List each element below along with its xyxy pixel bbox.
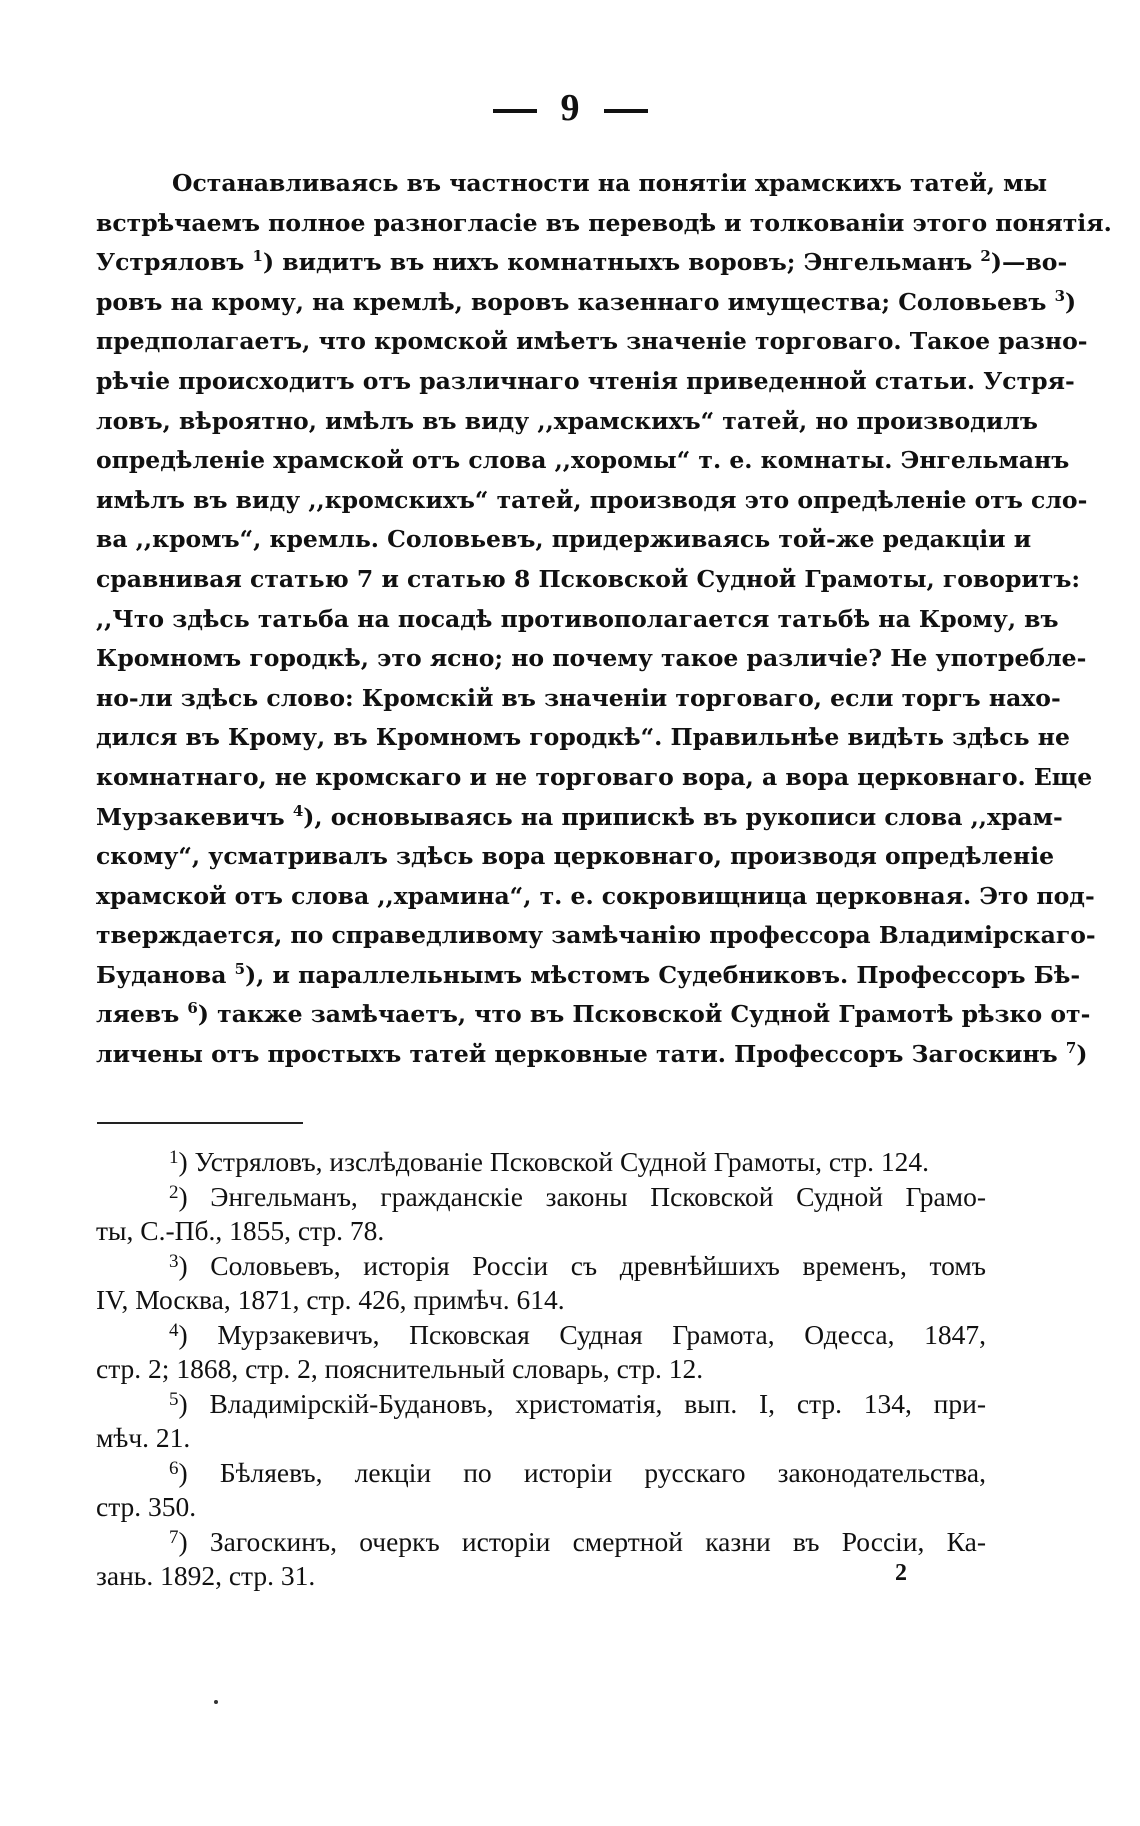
footnote-text: Загоскинъ, очеркъ исторіи смертной казни въ Россіи, Ка- xyxy=(209,1525,986,1557)
text-line xyxy=(96,560,1081,600)
footnote-mark: 5 xyxy=(169,1388,179,1410)
footnote-entry xyxy=(96,1145,986,1180)
text-line xyxy=(96,243,1068,283)
line-text: ), основываясь на припискѣ въ рукописи слова ,,храм- xyxy=(303,802,1063,831)
line-text: Останавливаясь въ частности на понятіи храмскихъ татей, мы xyxy=(172,169,1048,197)
footnote-line xyxy=(96,1387,986,1422)
footnote-line xyxy=(96,1559,986,1594)
page-header xyxy=(0,86,1140,130)
footnote-line xyxy=(96,1421,986,1456)
main-text xyxy=(96,164,1112,1075)
footnote-ref: 1 xyxy=(252,247,263,266)
footnote-line xyxy=(96,1456,986,1491)
footnote-text: стр. 2; 1868, стр. 2, пояснительный словарь, стр. 12. xyxy=(96,1353,704,1384)
line-text: но-ли здѣсь слово: Кромскій въ значеніи торговаго, если торгъ нахо- xyxy=(96,683,1061,712)
line-text: храмской отъ слова ,,хрaмина“, т. е. сокровищница церковная. Это под- xyxy=(96,881,1095,910)
footnote-paren: ) xyxy=(178,1249,211,1281)
footnote-paren: ) xyxy=(178,1146,195,1177)
footnote-entry xyxy=(96,1387,986,1456)
footnote-ref: 4 xyxy=(292,801,304,820)
footnote-line xyxy=(96,1180,986,1215)
line-text: личены отъ простыхъ татей церковные тати. Профессоръ Загоскинъ xyxy=(96,1040,1066,1069)
footnote-line xyxy=(96,1525,986,1560)
footnote-paren: ) xyxy=(178,1318,218,1350)
text-line xyxy=(96,798,1063,838)
text-line xyxy=(96,322,1088,362)
line-text: ляевъ xyxy=(96,1000,188,1029)
footnote-paren: ) xyxy=(178,1525,210,1557)
text-line xyxy=(96,362,1075,402)
text-line xyxy=(96,402,1038,442)
footnote-mark: 4 xyxy=(169,1319,179,1341)
line-text: ,,Что здѣсь татьба на посадѣ противополагается татьбѣ на Крому, въ xyxy=(96,604,1059,633)
footnote-line xyxy=(96,1352,986,1387)
header-dash-right xyxy=(604,109,648,113)
footnote-line xyxy=(96,1145,986,1180)
footnote-text: Мурзакевичъ, Псковская Судная Грамота, Одесса, 1847, xyxy=(217,1318,986,1350)
footnote-text: стр. 350. xyxy=(96,1491,197,1522)
line-text: ) видитъ въ нихъ комнатныхъ воровъ; Энгельманъ xyxy=(262,248,981,277)
text-line xyxy=(96,283,1077,323)
line-text: Устряловъ xyxy=(96,248,253,277)
signature-mark: 2 xyxy=(895,1560,907,1586)
text-line xyxy=(96,204,1112,244)
text-line xyxy=(96,679,1061,719)
text-line xyxy=(96,877,1095,917)
footnote-ref: 5 xyxy=(234,959,246,978)
line-text: ) xyxy=(1076,1040,1088,1069)
footnote-line xyxy=(96,1283,986,1318)
line-text: )—во- xyxy=(990,248,1068,277)
text-line xyxy=(96,600,1059,640)
footnote-text: Устряловъ, изслѣдованіе Псковской Судной Грамоты, стр. 124. xyxy=(194,1146,930,1177)
footnote-line xyxy=(96,1214,986,1249)
text-line xyxy=(96,441,1070,481)
text-line xyxy=(96,520,1032,560)
footnote-paren: ) xyxy=(178,1456,220,1488)
line-text: рѣчіе происходитъ отъ различнаго чтенія приведенной статьи. Устря- xyxy=(96,366,1075,395)
footnote-ref: 3 xyxy=(1054,286,1066,305)
footnotes xyxy=(96,1145,986,1594)
line-text: предполагаетъ, что кромской имѣетъ значеніе торговаго. Такое разно- xyxy=(96,327,1088,356)
line-text: ва ,,кромъ“, кремль. Соловьевъ, придерживаясь той-же редакціи и xyxy=(96,525,1032,554)
text-line xyxy=(96,164,1048,204)
text-line xyxy=(96,1035,1088,1075)
footnote-text: IV, Москва, 1871, стр. 426, примѣч. 614. xyxy=(96,1284,565,1315)
line-text: тверждается, по справедливому замѣчанію профессора Владимірскаго- xyxy=(96,921,1096,950)
footnote-text: ты, С.-Пб., 1855, стр. 78. xyxy=(96,1215,385,1246)
footnote-paren: ) xyxy=(178,1180,211,1212)
footnote-entry xyxy=(96,1456,986,1525)
footnote-text: мѣч. 21. xyxy=(96,1422,191,1453)
footnote-entry xyxy=(96,1318,986,1387)
line-text: Буданова xyxy=(96,960,235,989)
footnote-text: зань. 1892, стр. 31. xyxy=(96,1560,316,1591)
footnote-text: Бѣляевъ, лекціи по исторіи русскаго законодательства, xyxy=(219,1456,986,1488)
footnote-line xyxy=(96,1318,986,1353)
footnote-mark: 6 xyxy=(169,1457,179,1479)
line-text: сравнивая статью 7 и статью 8 Псковской Судной Грамоты, говоритъ: xyxy=(96,564,1081,593)
footnote-mark: 1 xyxy=(169,1147,179,1168)
page-number: 9 xyxy=(560,87,580,129)
text-line xyxy=(96,995,1091,1035)
line-text: Мурзакевичъ xyxy=(96,802,293,831)
line-text: имѣлъ въ виду ,,кромскихъ“ татей, производя это опредѣленіе отъ сло- xyxy=(96,485,1088,514)
footnote-mark: 3 xyxy=(169,1250,179,1272)
line-text: опредѣленіе храмской отъ слова ,,хоромы“ т. е. комнаты. Энгельманъ xyxy=(96,446,1070,475)
footnote-ref: 2 xyxy=(980,247,991,266)
line-text: ) xyxy=(1065,287,1077,316)
footnote-entry xyxy=(96,1525,986,1594)
line-text: комнатнаго, не кромскаго и не торговаго вора, а вора церковнаго. Еще xyxy=(96,762,1093,791)
footnote-ref: 7 xyxy=(1065,1039,1077,1058)
line-text: ловъ, вѣроятно, имѣлъ въ виду ,,храмскихъ“ татей, но производилъ xyxy=(96,406,1038,435)
header-dash-left xyxy=(493,109,537,113)
footnote-entry xyxy=(96,1180,986,1249)
text-line xyxy=(96,481,1088,521)
text-line xyxy=(96,639,1087,679)
footnote-ref: 6 xyxy=(187,999,198,1018)
line-text: Кромномъ городкѣ, это ясно; но почему такое различіе? Не употребле- xyxy=(96,644,1087,673)
footnote-entry xyxy=(96,1249,986,1318)
line-text: ) также замѣчаетъ, что въ Псковской Судной Грамотѣ рѣзко от- xyxy=(197,1000,1091,1029)
line-text: встрѣчаемъ полное разногласіе въ переводѣ и толкованіи этого понятія. xyxy=(96,208,1112,237)
text-line xyxy=(96,916,1096,956)
footnote-separator xyxy=(97,1122,303,1124)
line-text: ровъ на крому, на кремлѣ, воровъ казеннаго имущества; Соловьевъ xyxy=(96,287,1055,316)
text-line xyxy=(96,837,1055,877)
footnote-line xyxy=(96,1490,986,1525)
line-text: дился въ Крому, въ Кромномъ городкѣ“. Правильнѣе видѣть здѣсь не xyxy=(96,723,1070,752)
print-speck xyxy=(214,1700,218,1704)
footnote-text: Энгельманъ, гражданскіе законы Псковской Судной Грамо- xyxy=(210,1180,986,1212)
text-line xyxy=(96,718,1070,758)
text-line xyxy=(96,956,1081,996)
footnote-text: Соловьевъ, исторія Россіи съ древнѣйшихъ временъ, томъ xyxy=(210,1249,986,1281)
line-text: скому“, усматривалъ здѣсь вора церковнаго, производя опредѣленіе xyxy=(96,842,1055,871)
text-line xyxy=(96,758,1093,798)
line-text: ), и параллельнымъ мѣстомъ Судебниковъ. Профессоръ Бѣ- xyxy=(245,960,1081,989)
footnote-line xyxy=(96,1249,986,1284)
footnote-mark: 7 xyxy=(169,1526,179,1548)
footnote-paren: ) xyxy=(178,1387,210,1419)
footnote-text: Владимірскій-Будановъ, христоматія, вып. I, стр. 134, при- xyxy=(209,1387,986,1419)
footnote-mark: 2 xyxy=(169,1181,179,1203)
